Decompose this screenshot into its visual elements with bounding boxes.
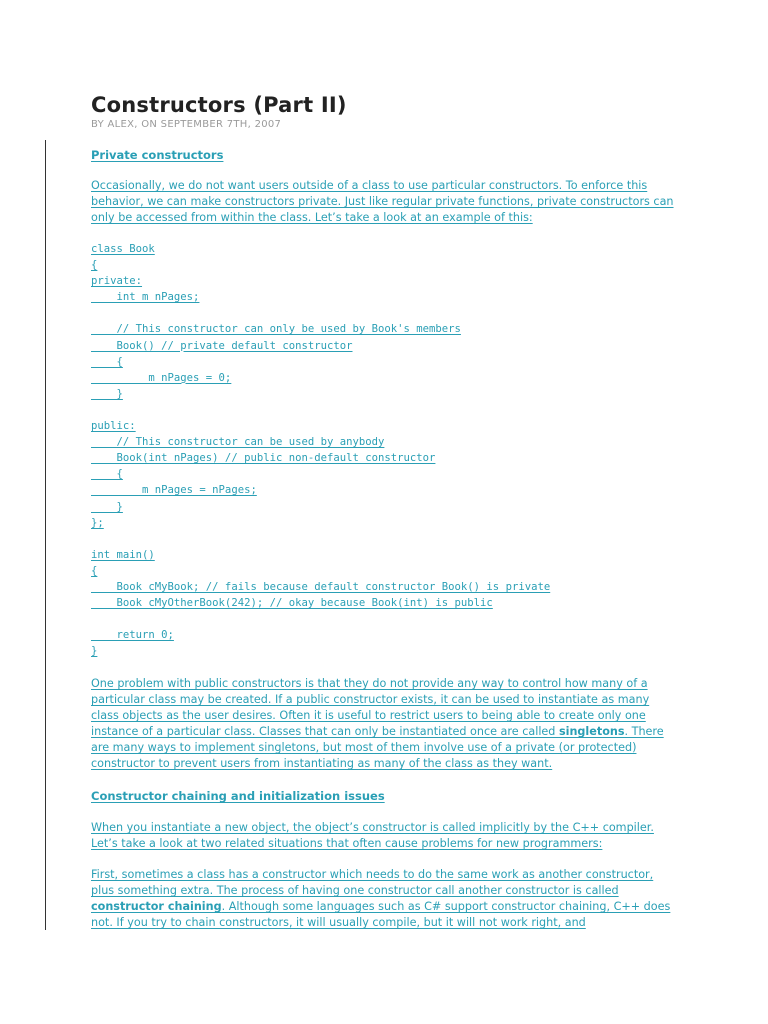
singletons-text-pre: One problem with public constructors is that they do not provide any way to control how many of a particular class may be created. If a public constructor exists, it can be used to instantiate as many class objects as the user desires. Often it is useful to restrict users to being able to create only one instance of a particular class. Classes that can only be instantiated once are called xyxy=(91,677,650,738)
code-line xyxy=(91,611,550,627)
code-line: Book cMyBook; // fails because default constructor Book() is private xyxy=(91,580,551,593)
byline: BY ALEX, ON SEPTEMBER 7TH, 2007 xyxy=(91,119,282,130)
chaining-text-post: . Although some languages such as C# support constructor chaining, C++ does not. If you try to chain constructors, it will usually compile, but it will not work right, and xyxy=(91,900,671,929)
code-line: private: xyxy=(91,275,143,288)
code-line: int main() xyxy=(91,548,155,561)
code-block[interactable] xyxy=(91,241,550,659)
code-line: return 0; xyxy=(91,629,174,642)
code-line: } xyxy=(91,645,98,658)
code-line: // This constructor can only be used by Book's members xyxy=(91,323,461,336)
article xyxy=(91,92,681,929)
code-line: } xyxy=(91,387,123,400)
code-line: { xyxy=(91,259,98,272)
code-line: m_nPages = nPages; xyxy=(91,484,257,497)
code-line: m_nPages = 0; xyxy=(91,371,232,384)
paragraph-chaining-intro[interactable]: When you instantiate a new object, the object’s constructor is called implicitly by the C++ compiler. Let’s take a look at two related situations that often cause problems for new programmers: xyxy=(91,821,654,850)
page-title: Constructors (Part II) xyxy=(91,93,347,117)
code-line: public: xyxy=(91,420,136,433)
code-line: }; xyxy=(91,516,104,529)
code-line: { xyxy=(91,564,98,577)
paragraph-intro[interactable]: Occasionally, we do not want users outside of a class to use particular constructors. To enforce this behavior, we can make constructors private. Just like regular private functions, private constructors can only be accessed from within the class. Let’s take a look at an example of this: xyxy=(91,179,674,224)
chaining-text-pre: First, sometimes a class has a constructor which needs to do the same work as another constructor, plus something extra. The process of having one constructor call another constructor is called xyxy=(91,868,654,897)
heading-private-constructors[interactable]: Private constructors xyxy=(91,148,224,162)
singletons-text-post: . There are many ways to implement singletons, but most of them involve use of a private (or protected) constructor to prevent users from instantiating as many of the class as they want. xyxy=(91,725,664,770)
code-line: class Book xyxy=(91,243,155,255)
code-line: { xyxy=(91,355,123,368)
code-line: Book(int nPages) // public non-default constructor xyxy=(91,452,436,465)
paragraph-chaining[interactable] xyxy=(91,867,676,931)
code-line xyxy=(91,531,550,547)
code-line xyxy=(91,402,550,418)
code-line: { xyxy=(91,468,123,481)
heading-constructor-chaining[interactable]: Constructor chaining and initialization issues xyxy=(91,789,385,803)
left-margin-rule xyxy=(45,140,46,930)
code-line: Book cMyOtherBook(242); // okay because Book(int) is public xyxy=(91,597,493,610)
singletons-term: singletons xyxy=(558,725,625,738)
code-line: } xyxy=(91,500,123,513)
code-line xyxy=(91,305,550,321)
paragraph-singletons[interactable] xyxy=(91,676,676,772)
chaining-term: constructor chaining xyxy=(91,900,222,913)
code-line: // This constructor can be used by anybody xyxy=(91,436,385,449)
code-line: Book() // private default constructor xyxy=(91,339,353,352)
code-line: int m_nPages; xyxy=(91,291,200,304)
